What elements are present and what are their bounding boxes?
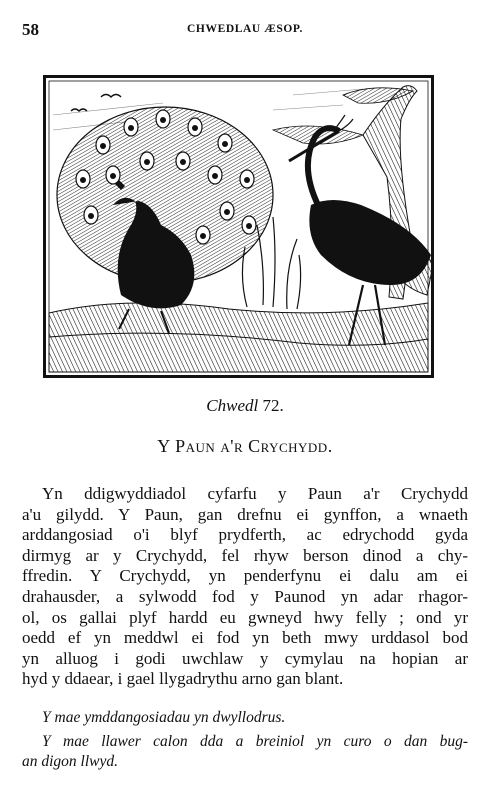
body-line: yn alluog i godi uwchlaw y cymylau na hopian ar — [22, 648, 468, 668]
moral-1-text: Y mae ymddangosiadau yn dwyllodrus. — [42, 709, 286, 726]
page-number: 58 — [22, 20, 39, 39]
body-line: drahausder, a sylwodd fod y Paunod yn adar rhagor- — [22, 586, 468, 606]
body-line: oedd ef yn meddwl ei fod yn beth mwy urddasol bod — [22, 628, 468, 648]
body-line: arddangosiad o'i blyf prydferth, ac edrychodd gyda — [22, 525, 468, 545]
body-line: ol, os gallai plyf hardd eu gwneyd hwy felly ; ond yr — [22, 607, 468, 627]
body-line: a'u gilydd. Y Paun, gan drefnu ei gynffon, a wnaeth — [22, 504, 468, 524]
page-header — [22, 20, 468, 40]
moral-2-line-2: an digon llwyd. — [22, 753, 119, 770]
body-line: hyd y ddaear, i gael llygadrythu arno gan blant. — [22, 669, 344, 689]
moral-2 — [22, 732, 468, 772]
moral-1 — [22, 708, 468, 728]
peacock-crane-illustration — [43, 75, 434, 378]
body-line: ffredin. Y Crychydd, yn penderfynu ei dalu am ei — [22, 566, 468, 586]
body-line: Yn ddigwyddiadol cyfarfu y Paun a'r Crychydd — [42, 484, 468, 503]
figure-caption — [0, 396, 490, 416]
fable-body — [22, 484, 468, 690]
moral-2-line-1: Y mae llawer calon dda a breiniol yn curo o dan bug- — [42, 733, 468, 750]
running-title: CHWEDLAU ÆSOP. — [187, 23, 303, 35]
fable-title-word-2: Paun — [175, 436, 216, 456]
fable-title — [0, 436, 490, 457]
body-line: dirmyg ar y Crychydd, fel rhyw berson dinod a chy- — [22, 545, 468, 565]
fable-title-word-1: Y — [157, 436, 171, 456]
caption-word: Chwedl — [206, 396, 259, 415]
caption-number: 72. — [262, 396, 284, 415]
fable-title-word-3: a'r — [220, 436, 244, 456]
fable-title-word-4: Crychydd. — [248, 436, 333, 456]
